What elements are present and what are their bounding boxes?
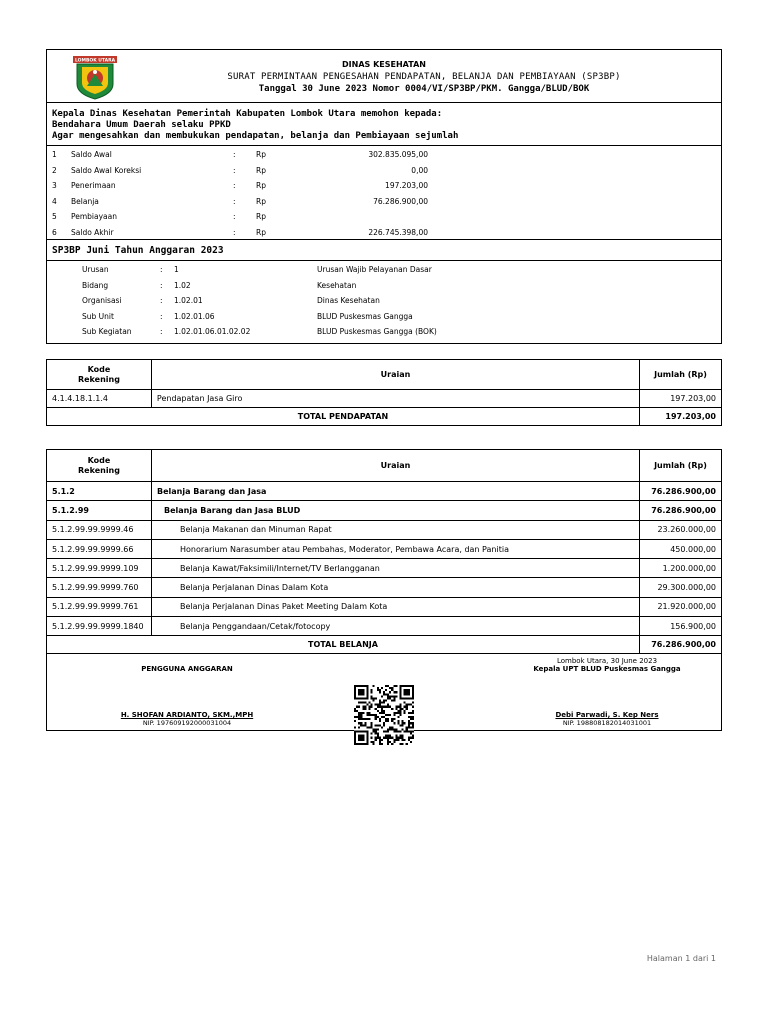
signer-right-name: Debi Parwadi, S. Kep Ners [555,711,659,719]
budget-title: SP3BP Juni Tahun Anggaran 2023 [52,245,224,256]
summary-row-currency: Rp [256,196,266,206]
expense-row-jumlah: 29.300.000,00 [640,578,722,597]
income-table [46,359,722,429]
detail-row-desc: Kesehatan [317,280,357,290]
income-row-uraian: Pendapatan Jasa Giro [151,390,639,408]
summary-row-amount: 76.286.900,00 [373,196,428,206]
summary-row-amount: 302.835.095,00 [368,150,428,159]
summary-row-label: Saldo Akhir [71,227,114,237]
expense-row-uraian: Belanja Perjalanan Dinas Paket Meeting Dalam Kota [151,597,639,616]
expense-row-uraian: Honorarium Narasumber atau Pembahas, Moderator, Pembawa Acara, dan Panitia [151,539,639,558]
income-total-label: TOTAL PENDAPATAN [47,408,640,426]
detail-row-label: Urusan [82,265,109,274]
detail-row-code: 1.02 [174,280,191,290]
detail-row-desc: BLUD Puskesmas Gangga (BOK) [317,327,437,336]
expense-row-kode: 5.1.2.99.99.9999.66 [47,539,152,558]
expense-table [46,449,722,654]
table-row [47,578,722,597]
expense-row-kode: 5.1.2.99.99.9999.760 [47,578,152,597]
expense-total-value: 76.286.900,00 [640,636,722,654]
summary-row-no: 1 [52,150,57,159]
qr-code-icon [350,685,418,745]
detail-row-label: Sub Kegiatan [82,327,132,336]
expense-row-kode: 5.1.2.99.99.9999.761 [47,597,152,616]
income-total-value: 197.203,00 [640,408,722,426]
summary-row-no: 6 [52,227,57,237]
summary-row-sep: : [233,227,236,237]
expense-row-jumlah: 23.260.000,00 [640,520,722,539]
signature-section [46,653,722,731]
expense-row-kode: 5.1.2 [47,482,152,501]
detail-row-sep: : [160,280,163,290]
signer-left-name: H. SHOFAN ARDIANTO, SKM.,MPH [120,711,254,719]
expense-row-jumlah: 1.200.000,00 [640,559,722,578]
signer-right-place-date: Lombok Utara, 30 June 2023 [556,657,658,665]
agency-name: DINAS KESEHATAN [342,60,426,69]
expense-row-uraian: Belanja Barang dan Jasa [151,482,639,501]
table-row [47,501,722,520]
signer-right-nip: NIP. 198808182014031001 [562,719,652,727]
request-section [46,102,722,146]
table-row [47,539,722,558]
expense-row-uraian: Belanja Kawat/Faksimili/Internet/TV Berlangganan [151,559,639,578]
detail-row-desc: BLUD Puskesmas Gangga [317,311,413,321]
logo-text: LOMBOK UTARA [74,58,116,64]
detail-row-sep: : [160,311,163,321]
expense-col-kode-line2: Rekening [78,465,120,475]
summary-row-no: 5 [52,212,57,221]
summary-section [46,145,722,240]
expense-row-uraian: Belanja Barang dan Jasa BLUD [151,501,639,520]
summary-row-currency: Rp [256,212,266,221]
table-row [47,597,722,616]
expense-row-uraian: Belanja Makanan dan Minuman Rapat [151,520,639,539]
detail-row-sep: : [160,327,163,336]
income-row-kode: 4.1.4.18.1.1.4 [47,390,152,408]
detail-row-sep: : [160,265,163,274]
expense-row-kode: 5.1.2.99.99.9999.46 [47,520,152,539]
expense-col-kode-line1: Kode [87,455,111,465]
detail-row-sep: : [160,296,163,305]
detail-row-label: Sub Unit [82,311,114,321]
detail-row-desc: Urusan Wajib Pelayanan Dasar [317,265,432,274]
summary-row-label: Penerimaan [71,181,116,190]
summary-row-sep: : [233,212,236,221]
table-row [47,390,722,408]
detail-row-label: Bidang [82,280,109,290]
table-row [47,520,722,539]
detail-row-code: 1.02.01 [174,296,203,305]
detail-row-code: 1.02.01.06 [174,311,215,321]
summary-row-label: Belanja [71,196,99,206]
details-section [46,260,722,344]
income-col-uraian: Uraian [151,360,639,390]
summary-row-currency: Rp [256,227,266,237]
expense-row-uraian: Belanja Penggandaan/Cetak/fotocopy [151,617,639,636]
summary-row-sep: : [233,181,236,190]
summary-row-currency: Rp [256,165,266,175]
expense-col-kode [47,450,152,482]
expense-row-kode: 5.1.2.99.99.9999.1840 [47,617,152,636]
document-header [46,49,722,103]
signer-left-title: PENGGUNA ANGGARAN [141,665,233,673]
detail-row-desc: Dinas Kesehatan [317,296,380,305]
summary-row-sep: : [233,150,236,159]
summary-row-currency: Rp [256,181,266,190]
expense-row-uraian: Belanja Perjalanan Dinas Dalam Kota [151,578,639,597]
signer-right-title: Kepala UPT BLUD Puskesmas Gangga [533,665,681,673]
request-line-2: Bendahara Umum Daerah selaku PPKD [52,120,231,130]
summary-row-amount: 197.203,00 [385,181,428,190]
summary-row-label: Pembiayaan [71,212,117,221]
summary-row-no: 2 [52,165,57,175]
summary-row-amount: 226.745.398,00 [368,227,428,237]
expense-row-jumlah: 76.286.900,00 [640,501,722,520]
signer-left-nip: NIP. 197609192000031004 [142,719,232,727]
income-col-kode [47,360,152,390]
summary-row-no: 3 [52,181,57,190]
summary-row-sep: : [233,165,236,175]
page-number: Halaman 1 dari 1 [646,954,716,963]
expense-total-label: TOTAL BELANJA [47,636,640,654]
detail-row-label: Organisasi [82,296,122,305]
expense-row-kode: 5.1.2.99 [47,501,152,520]
table-row [47,559,722,578]
income-col-jumlah: Jumlah (Rp) [640,360,722,390]
table-row [47,617,722,636]
table-row [47,482,722,501]
summary-row-sep: : [233,196,236,206]
expense-row-jumlah: 156.900,00 [640,617,722,636]
expense-col-jumlah: Jumlah (Rp) [640,450,722,482]
expense-row-jumlah: 76.286.900,00 [640,482,722,501]
summary-row-label: Saldo Awal Koreksi [71,165,142,175]
income-row-jumlah: 197.203,00 [640,390,722,408]
detail-row-code: 1 [174,265,179,274]
summary-row-no: 4 [52,196,57,206]
request-line-1: Kepala Dinas Kesehatan Pemerintah Kabupaten Lombok Utara memohon kepada: [52,109,443,119]
income-col-kode-line2: Rekening [77,374,120,384]
expense-row-kode: 5.1.2.99.99.9999.109 [47,559,152,578]
expense-row-jumlah: 21.920.000,00 [640,597,722,616]
income-col-kode-line1: Kode [87,364,111,374]
summary-row-label: Saldo Awal [71,150,112,159]
document-title: SURAT PERMINTAAN PENGESAHAN PENDAPATAN, BELANJA DAN PEMBIAYAAN (SP3BP) [227,72,621,82]
expense-col-uraian: Uraian [151,450,639,482]
document-subtitle: Tanggal 30 June 2023 Nomor 0004/VI/SP3BP/PKM. Gangga/BLUD/BOK [258,84,590,94]
summary-row-amount: 0,00 [411,165,428,175]
request-line-3: Agar mengesahkan dan membukukan pendapatan, belanja dan Pembiayaan sejumlah [52,131,459,141]
detail-row-code: 1.02.01.06.01.02.02 [174,327,251,336]
summary-row-currency: Rp [256,150,266,159]
budget-title-section [46,239,722,261]
expense-row-jumlah: 450.000,00 [640,539,722,558]
